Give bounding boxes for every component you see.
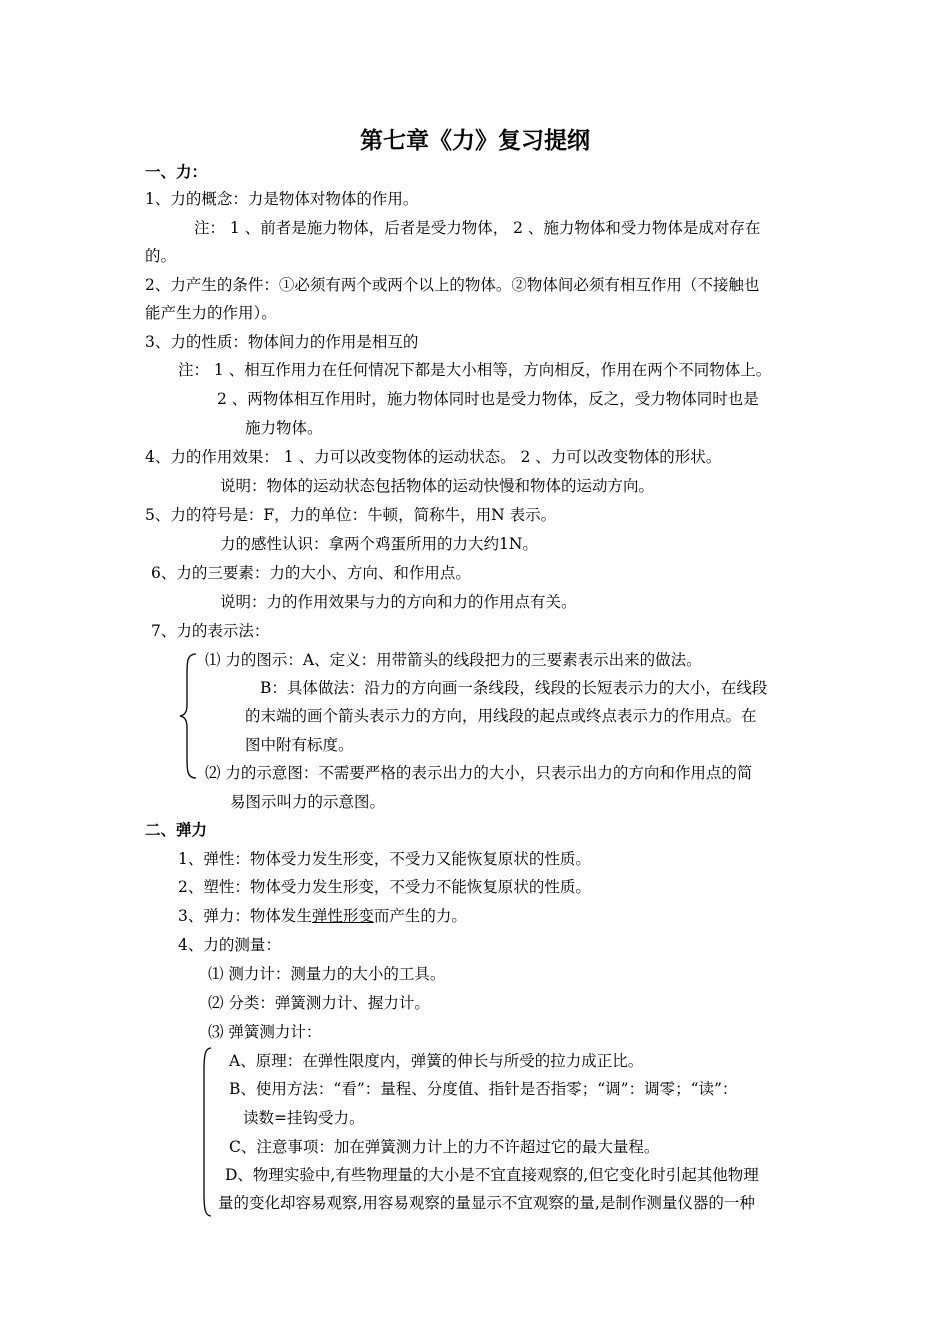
text-line: C、注意事项：加在弹簧测力计上的力不许超过它的最大量程。 (229, 1138, 660, 1156)
text-line: 易图示叫力的示意图。 (230, 793, 386, 811)
text-line: 6、力的三要素：力的大小、方向、和作用点。 (151, 564, 471, 582)
text-line: 说明：物体的运动状态包括物体的运动快慢和物体的运动方向。 (220, 477, 655, 495)
text-line: 3、弹力：物体发生弹性形变而产生的力。 (178, 907, 467, 925)
text-line: B、使用方法：“看”：量程、分度值、指针是否指零；“调”：调零；“读”： (229, 1080, 738, 1098)
text-line: 2、力产生的条件：①必须有两个或两个以上的物体。②物体间必须有相互作用（不接触也 (145, 276, 760, 294)
text-line: A、原理：在弹性限度内，弹簧的伸长与所受的拉力成正比。 (229, 1052, 644, 1070)
text-line: 能产生力的作用）。 (145, 304, 277, 322)
text-line: 的末端的画个箭头表示力的方向，用线段的起点或终点表示力的作用点。在 (245, 707, 757, 725)
text-line: 的。 (145, 247, 177, 265)
text-line: 4、力的测量： (178, 936, 281, 954)
text-line: B：具体做法：沿力的方向画一条线段，线段的长短表示力的大小，在线段 (260, 679, 768, 697)
text-line: ⑵ 力的示意图：不需要严格的表示出力的大小，只表示出力的方向和作用点的简 (205, 764, 753, 782)
section-heading-elastic-force: 二、弹力 (145, 821, 208, 839)
text-line: 注： 1 、相互作用力在任何情况下都是大小相等，方向相反，作用在两个不同物体上。 (178, 361, 772, 379)
curly-brace (178, 652, 198, 780)
text-line: 力的感性认识：拿两个鸡蛋所用的力大约1N。 (220, 535, 538, 553)
section-heading-force: 一、力： (145, 163, 208, 181)
curly-brace (199, 1046, 213, 1218)
page-title: 第七章《力》复习提纲 (360, 128, 590, 154)
text-line: 1、弹性：物体受力发生形变，不受力又能恢复原状的性质。 (178, 850, 591, 868)
text-line: 4、力的作用效果： 1 、力可以改变物体的运动状态。 2 、力可以改变物体的形状。 (145, 448, 722, 466)
text-line: 2、塑性：物体受力发生形变，不受力不能恢复原状的性质。 (178, 878, 591, 896)
text-line: ⑴ 测力计：测量力的大小的工具。 (208, 965, 446, 983)
text-line: ⑵ 分类：弹簧测力计、握力计。 (208, 994, 430, 1012)
text-line: ⑴ 力的图示：A、定义：用带箭头的线段把力的三要素表示出来的做法。 (205, 651, 702, 669)
text-line: 注： 1 、前者是施力物体，后者是受力物体， 2 、施力物体和受力物体是成对存在 (194, 219, 761, 237)
underlined-term: 弹性形变 (311, 907, 374, 925)
text-line: 1、力的概念：力是物体对物体的作用。 (145, 190, 419, 208)
text-line: 5、力的符号是：F，力的单位：牛顿，简称牛，用N 表示。 (145, 506, 557, 524)
text-line: ⑶ 弹簧测力计： (208, 1023, 322, 1041)
text-line: 量的变化却容易观察,用容易观察的量显示不宜观察的量,是制作测量仪器的一种 (218, 1194, 755, 1212)
text-line: 读数=挂钩受力。 (243, 1109, 365, 1127)
text-line: 施力物体。 (245, 419, 323, 437)
text-line: 图中附有标度。 (245, 736, 354, 754)
text-line: 2 、两物体相互作用时，施力物体同时也是受力物体，反之，受力物体同时也是 (217, 390, 759, 408)
text-line: 7、力的表示法： (151, 622, 270, 640)
text-line: D、物理实验中,有些物理量的大小是不宜直接观察的,但它变化时引起其他物理 (225, 1166, 759, 1184)
text-line: 3、力的性质：物体间力的作用是相互的 (145, 333, 419, 351)
text-line: 说明：力的作用效果与力的方向和力的作用点有关。 (220, 593, 577, 611)
